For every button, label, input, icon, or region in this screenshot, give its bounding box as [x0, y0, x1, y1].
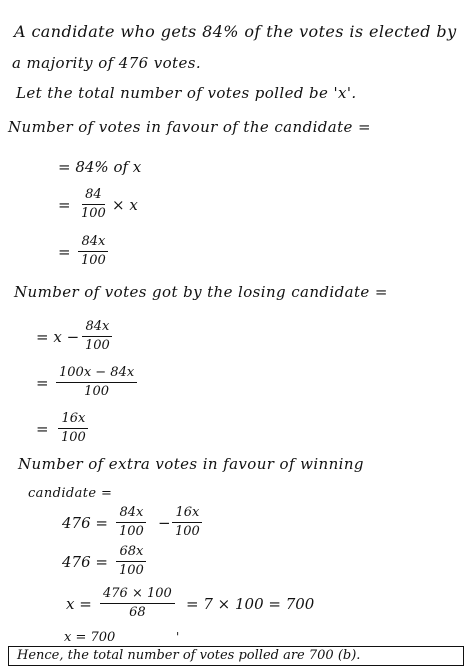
denominator: 100 [81, 206, 106, 221]
extra-eq-3-fraction [100, 586, 175, 621]
extra-eq-1-fraction-1 [116, 505, 147, 540]
numerator: 84x [82, 319, 112, 337]
numerator: 16x [172, 505, 202, 523]
assumption-line: Let the total number of votes polled be 'x'. [16, 84, 357, 102]
losing-step-2-fraction [56, 365, 137, 400]
losing-step-3-equals: = [36, 420, 49, 438]
numerator: 16x [58, 411, 88, 429]
favour-step-2-fraction [78, 187, 109, 222]
extra-eq-1-fraction-2 [172, 505, 203, 540]
extra-eq-1-lhs: 476 = [62, 514, 108, 532]
losing-heading: Number of votes got by the losing candidate = [14, 283, 388, 301]
extra-heading-line-2: candidate = [28, 486, 113, 501]
numerator: 100x − 84x [56, 365, 137, 383]
denominator: 100 [61, 430, 86, 445]
extra-eq-3-lhs: x = [66, 595, 92, 613]
losing-step-3-fraction [58, 411, 89, 446]
extra-eq-3-tail: = 7 × 100 = 700 [186, 595, 315, 613]
conclusion-text: Hence, the total number of votes polled are 700 (b). [17, 648, 361, 663]
favour-step-2-equals: = [58, 196, 71, 214]
favour-step-3-equals: = [58, 243, 71, 261]
denominator: 100 [84, 384, 109, 399]
favour-step-3-fraction [78, 234, 109, 269]
extra-heading-line-1: Number of extra votes in favour of winning [18, 455, 364, 473]
extra-eq-1-minus: − [158, 514, 171, 532]
denominator: 68 [129, 605, 146, 620]
tick-mark: ' [176, 630, 180, 644]
favour-step-2-tail: × x [112, 196, 138, 214]
losing-step-2-equals: = [36, 374, 49, 392]
extra-eq-4: x = 700 [64, 630, 116, 645]
denominator: 100 [85, 338, 110, 353]
numerator: 476 × 100 [100, 586, 175, 604]
extra-eq-2-lhs: 476 = [62, 553, 108, 571]
favour-heading: Number of votes in favour of the candidate = [8, 118, 371, 136]
denominator: 100 [119, 563, 144, 578]
losing-step-1-fraction [82, 319, 113, 354]
numerator: 84 [82, 187, 105, 205]
conclusion-box [8, 646, 464, 666]
favour-step-1: = 84% of x [58, 158, 142, 176]
denominator: 100 [119, 524, 144, 539]
numerator: 68x [116, 544, 146, 562]
denominator: 100 [175, 524, 200, 539]
extra-eq-2-fraction [116, 544, 147, 579]
losing-step-1-lead: = x − [36, 328, 80, 346]
numerator: 84x [78, 234, 108, 252]
numerator: 84x [116, 505, 146, 523]
problem-line-2: a majority of 476 votes. [12, 54, 202, 72]
problem-line-1: A candidate who gets 84% of the votes is elected by [14, 22, 457, 41]
denominator: 100 [81, 253, 106, 268]
